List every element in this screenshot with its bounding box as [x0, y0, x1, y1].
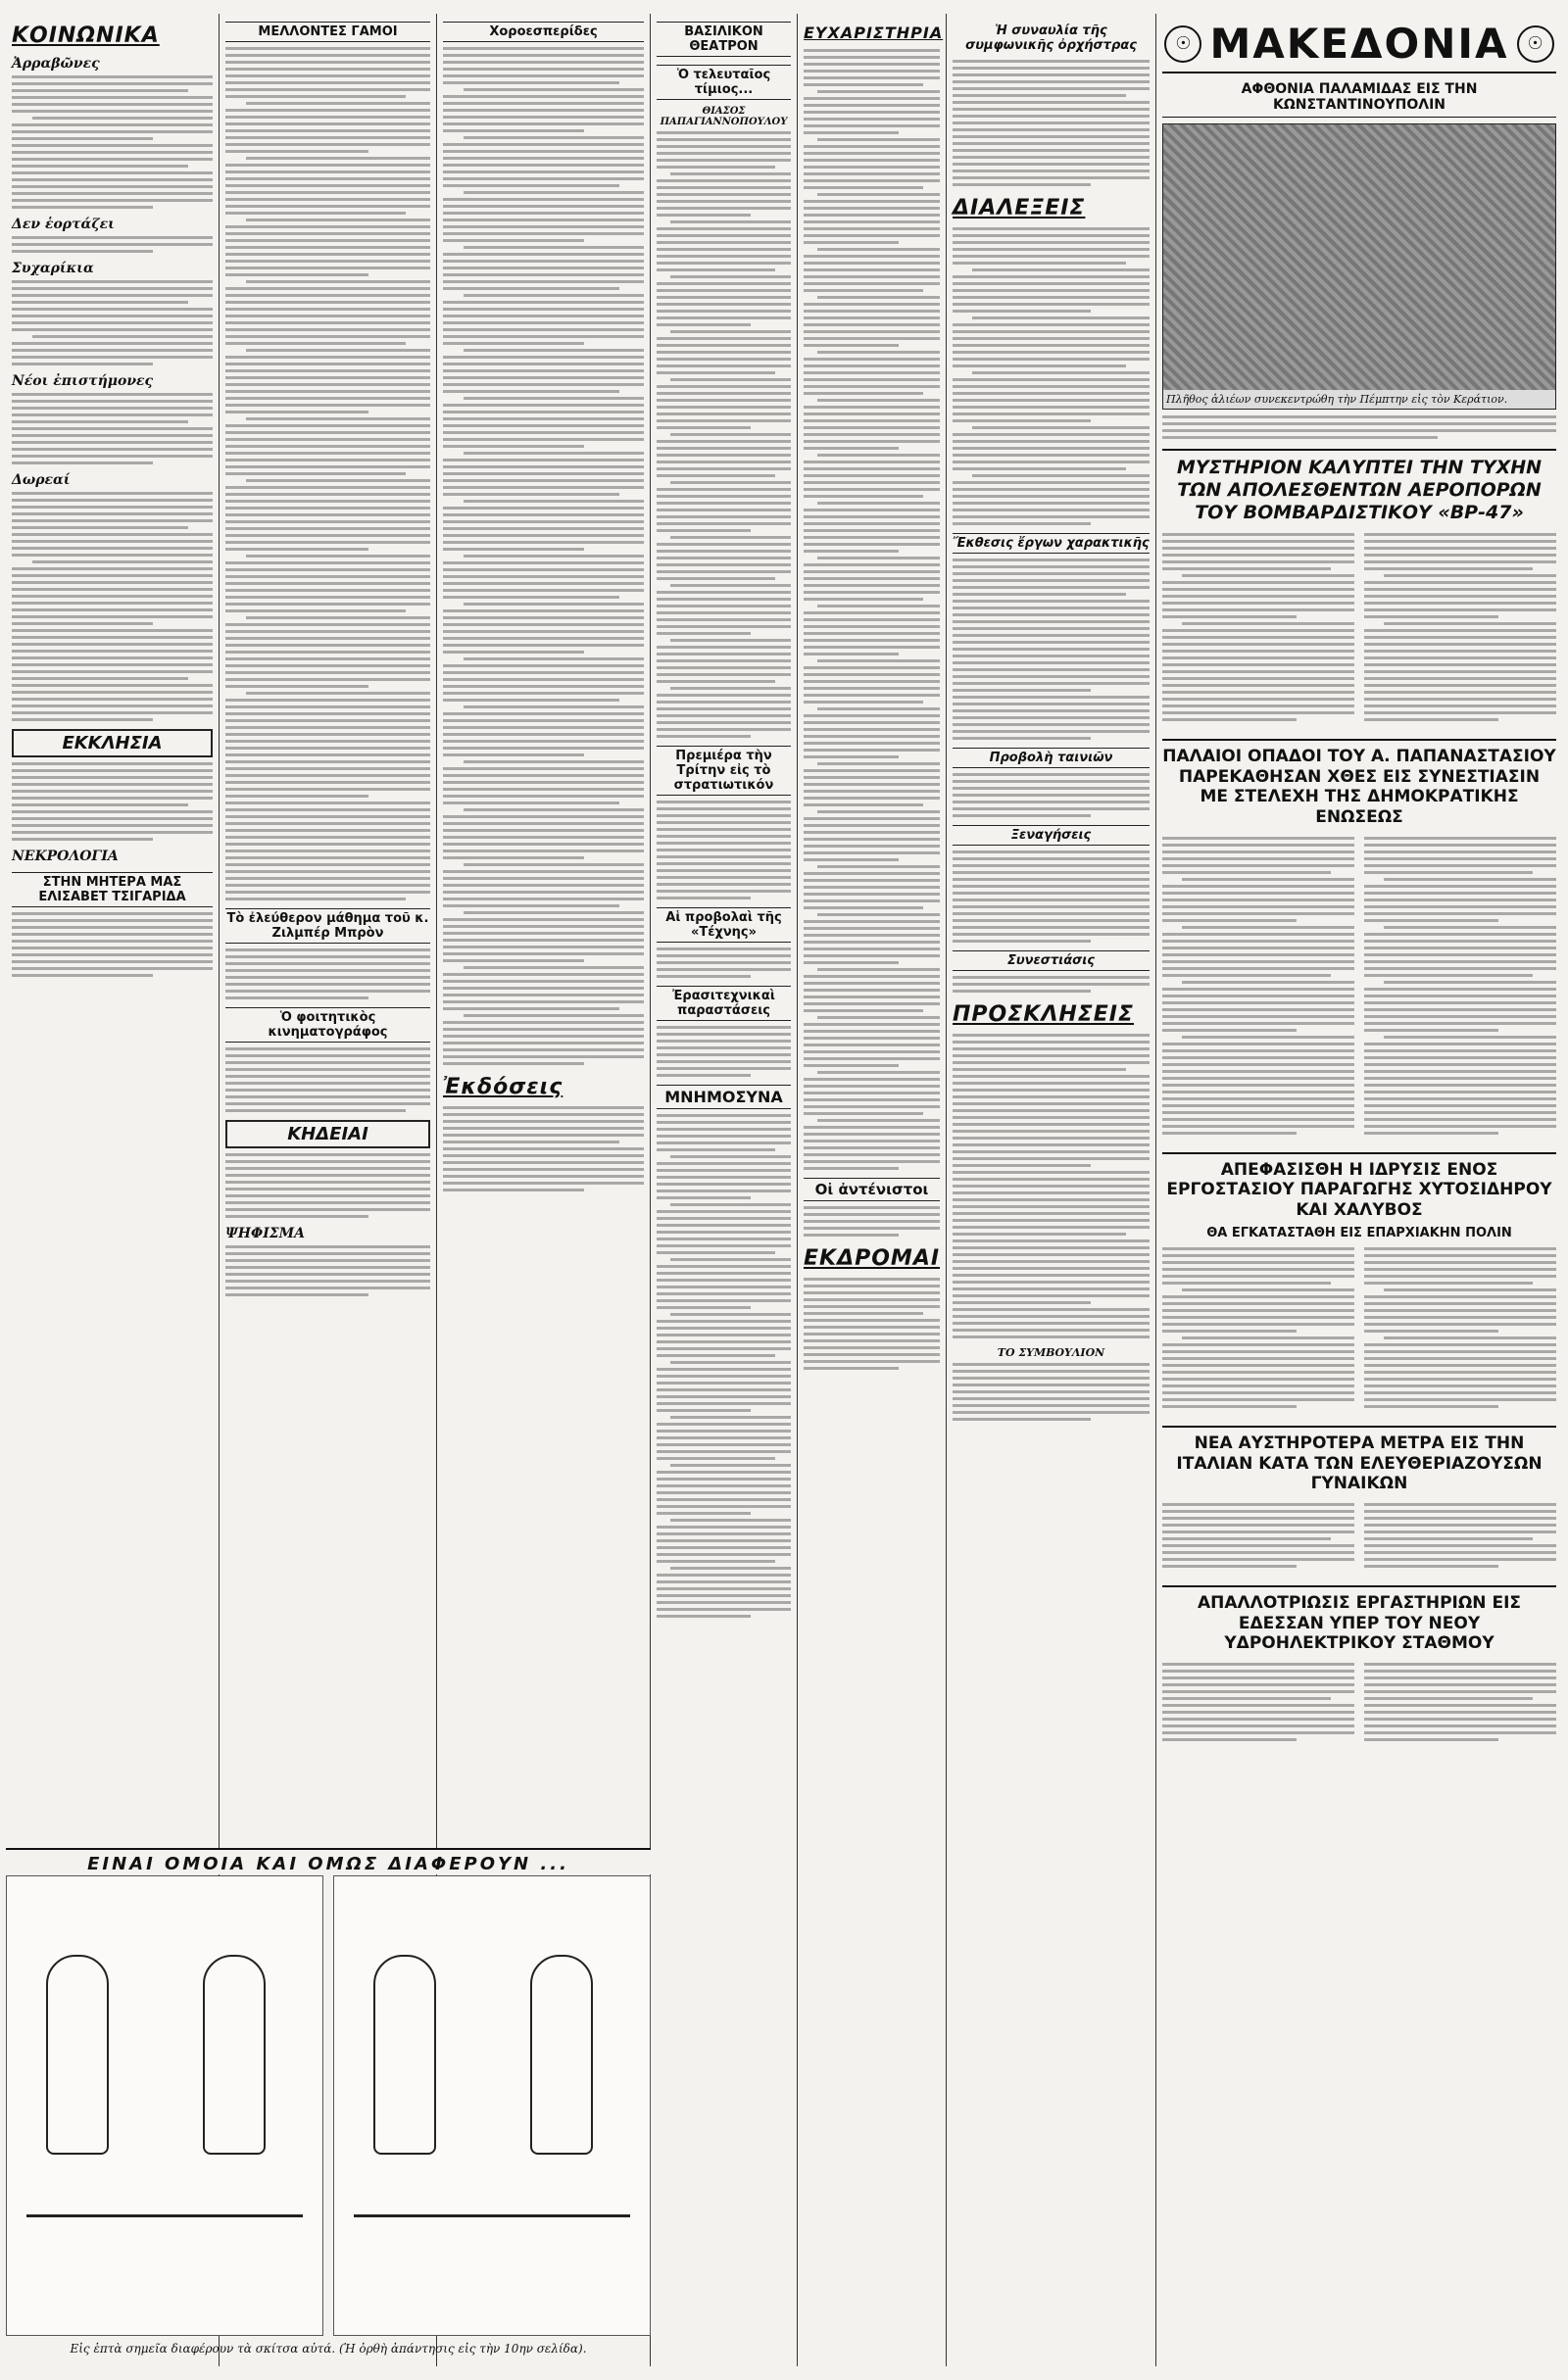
cartoon-panel-right	[333, 1875, 651, 2336]
article-title-lesson: Τὸ ἐλεύθερον μάθημα τοῦ κ. Ζιλμπέρ Μπρὸν	[225, 908, 430, 944]
text-block	[657, 801, 791, 899]
cartoon-table	[354, 2214, 630, 2276]
subheading-engagements: Ἀρραβῶνες	[12, 56, 100, 72]
text-block	[12, 492, 213, 721]
obituary-title: ΣΤΗΝ ΜΗΤΕΡΑ ΜΑΣ ΕΛΙΣΑΒΕΤ ΤΣΙΓΑΡΙΔΑ	[12, 872, 213, 907]
cartoon-figure	[373, 1955, 436, 2155]
cartoon-title: ΕΙΝΑΙ ΟΜΟΙΑ ΚΑΙ ΟΜΩΣ ΔΙΑΦΕΡΟΥΝ ...	[6, 1848, 651, 1874]
text-block	[12, 75, 213, 209]
text-block	[225, 1047, 430, 1112]
text-block	[657, 131, 791, 738]
emblem-icon: ☉	[1164, 25, 1201, 63]
section-heading-balls: Χοροεσπερίδες	[443, 22, 644, 42]
column-6	[947, 14, 1156, 2366]
text-block	[953, 773, 1150, 817]
article-title-film-screening: Προβολὴ ταινιῶν	[953, 748, 1150, 768]
cartoon-table	[26, 2214, 303, 2276]
masthead	[1162, 14, 1556, 73]
troupe-name: ΘΙΑΣΟΣ ΠΑΠΑΓΙΑΝΝΟΠΟΥΛΟΥ	[660, 106, 788, 127]
section-heading-invitations: ΠΡΟΣΚΛΗΣΕΙΣ	[953, 1002, 1135, 1027]
text-block	[225, 1245, 430, 1296]
article-columns	[1162, 833, 1556, 1142]
article-columns	[1162, 1499, 1556, 1576]
headline-italy-measures: ΝΕΑ ΑΥΣΤΗΡΟΤΕΡΑ ΜΕΤΡΑ ΕΙΣ ΤΗΝ ΙΤΑΛΙΑΝ ΚΑΤΑ ΤΩΝ ΕΛΕΥΘΕΡΙΑΖΟΥΣΩΝ ΓΥΝΑΙΚΩΝ	[1162, 1426, 1556, 1493]
cartoon-caption: Εἰς ἑπτὰ σημεῖα διαφέρουν τὰ σκίτσα αὐτά. (Ἡ ὀρθὴ ἀπάντησις εἰς τὴν 10ην σελίδα).	[70, 2342, 587, 2356]
emblem-icon: ☉	[1517, 25, 1554, 63]
subheading-resolution: ΨΗΦΙΣΜΑ	[225, 1226, 306, 1241]
text-block	[953, 60, 1150, 186]
section-heading-excursions: ΕΚΔΡΟΜΑΙ	[804, 1246, 941, 1271]
article-title-tours: Ξεναγήσεις	[953, 825, 1150, 846]
text-block	[12, 762, 213, 841]
headline-steel-factory: ΑΠΕΦΑΣΙΣΘΗ Η ΙΔΡΥΣΙΣ ΕΝΟΣ ΕΡΓΟΣΤΑΣΙΟΥ ΠΑΡΑΓΩΓΗΣ ΧΥΤΟΣΙΔΗΡΟΥ ΚΑΙ ΧΑΛΥΒΟΣ	[1162, 1152, 1556, 1220]
text-block	[657, 1026, 791, 1077]
section-heading-thanks: ΕΥΧΑΡΙΣΤΗΡΙΑ	[804, 24, 944, 42]
section-heading-weddings: ΜΕΛΛΟΝΤΕΣ ΓΑΜΟΙ	[225, 22, 430, 42]
article-title-last-honest: Ὁ τελευταῖος τίμιος...	[657, 65, 791, 100]
subheading-congratulations: Συχαρίκια	[12, 261, 94, 276]
article-title-exhibition: Ἔκθεσις ἔργων χαρακτικῆς	[953, 533, 1150, 554]
section-heading-publications: Ἐκδόσεις	[443, 1075, 564, 1099]
article-columns	[1162, 1659, 1556, 1749]
article-title-antenistoi: Οἱ ἀντένιστοι	[804, 1178, 940, 1201]
text-block	[657, 947, 791, 978]
text-block	[953, 850, 1150, 943]
section-heading-memorials: ΜΝΗΜΟΣΥΝΑ	[657, 1085, 791, 1109]
signature-council: ΤΟ ΣΥΜΒΟΥΛΙΟΝ	[997, 1346, 1105, 1359]
column-5	[798, 14, 947, 2366]
newspaper-title: ΜΑΚΕΔΟΝΙΑ	[1209, 20, 1509, 68]
text-block	[225, 948, 430, 999]
headline-papanastasiou: ΠΑΛΑΙΟΙ ΟΠΑΔΟΙ ΤΟΥ Α. ΠΑΠΑΝΑΣΤΑΣΙΟΥ ΠΑΡΕΚΑΘΗΣΑΝ ΧΘΕΣ ΕΙΣ ΣΥΝΕΣΤΙΑΣΙΝ ΜΕ ΣΤΕΛΕΧΗ ΤΗΣ ΔΗΜΟΚΡΑΤΙΚΗΣ ΕΝΩΣΕΩΣ	[1162, 739, 1556, 827]
subheading-donations: Δωρεαί	[12, 472, 71, 488]
text-block	[953, 1363, 1150, 1421]
article-columns	[1162, 529, 1556, 729]
headline-edessa: ΑΠΑΛΛΟΤΡΙΩΣΙΣ ΕΡΓΑΣΤΗΡΙΩΝ ΕΙΣ ΕΔΕΣΣΑΝ ΥΠΕΡ ΤΟΥ ΝΕΟΥ ΥΔΡΟΗΛΕΚΤΡΙΚΟΥ ΣΤΑΘΜΟΥ	[1162, 1585, 1556, 1653]
text-block	[443, 1106, 644, 1191]
text-block	[953, 559, 1150, 740]
subheading-new-scientists: Νέοι ἐπιστήμονες	[12, 373, 154, 389]
text-block	[12, 912, 213, 977]
article-title-dinner: Συνεστιάσις	[953, 950, 1150, 971]
text-block	[225, 1153, 430, 1218]
headline-bomber-mystery: ΜΥΣΤΗΡΙΟΝ ΚΑΛΥΠΤΕΙ ΤΗΝ ΤΥΧΗΝ ΤΩΝ ΑΠΟΛΕΣΘΕΝΤΩΝ ΑΕΡΟΠΟΡΩΝ ΤΟΥ ΒΟΜΒΑΡΔΙΣΤΙΚΟΥ «ΒΡ-47»	[1162, 449, 1556, 523]
text-block	[953, 976, 1150, 993]
top-banner-headline: ΑΦΘΟΝΙΑ ΠΑΛΑΜΙΔΑΣ ΕΙΣ ΤΗΝ ΚΩΝΣΤΑΝΤΙΝΟΥΠΟΛΙΝ	[1162, 79, 1556, 118]
text-block	[804, 49, 940, 1170]
text-block	[1162, 415, 1556, 439]
text-block	[443, 47, 644, 1065]
section-heading-church: ΕΚΚΛΗΣΙΑ	[12, 729, 213, 757]
photo-caption: Πλῆθος ἁλιέων συνεκεντρώθη τὴν Πέμπτην εἰς τὸν Κεράτιον.	[1163, 390, 1555, 409]
cartoon-panel-left	[6, 1875, 323, 2336]
subheading-obituary: ΝΕΚΡΟΛΟΓΙΑ	[12, 849, 119, 864]
spot-the-difference-cartoon	[6, 1875, 651, 2336]
cartoon-figure	[203, 1955, 266, 2155]
text-block	[225, 47, 430, 900]
cartoon-figure	[46, 1955, 109, 2155]
text-block	[12, 393, 213, 464]
article-title-amateur: Ἐρασιτεχνικαὶ παραστάσεις	[657, 986, 791, 1021]
text-block	[804, 1278, 940, 1370]
article-columns	[1162, 1243, 1556, 1416]
text-block	[12, 280, 213, 365]
subheading-no-celebration: Δεν ἑορτάζει	[12, 217, 115, 232]
column-4	[651, 14, 798, 2366]
article-title-student-cinema: Ὁ φοιτητικὸς κινηματογράφος	[225, 1007, 430, 1043]
column-7	[1156, 14, 1562, 2366]
article-title-premiere: Πρεμιέρα τὴν Τρίτην εἰς τὸ στρατιωτικόν	[657, 746, 791, 796]
text-block	[953, 227, 1150, 525]
section-heading-funerals: ΚΗΔΕΙΑΙ	[225, 1120, 430, 1148]
text-block	[953, 1034, 1150, 1338]
section-heading-social: ΚΟΙΝΩΝΙΚΑ	[12, 24, 160, 48]
section-heading-royal-theatre: ΒΑΣΙΛΙΚΟΝ ΘΕΑΤΡΟΝ	[657, 22, 791, 57]
cartoon-figure	[530, 1955, 593, 2155]
text-block	[657, 1114, 791, 1618]
news-photo	[1162, 123, 1556, 410]
article-title-concert: Ἡ συναυλία τῆς συμφωνικῆς ὀρχήστρας	[965, 24, 1137, 53]
text-block	[12, 236, 213, 253]
section-heading-lectures: ΔΙΑΛΕΞΕΙΣ	[953, 196, 1086, 220]
article-title-projections: Αἱ προβολαὶ τῆς «Τέχνης»	[657, 907, 791, 943]
subheadline-steel-factory: ΘΑ ΕΓΚΑΤΑΣΤΑΘΗ ΕΙΣ ΕΠΑΡΧΙΑΚΗΝ ΠΟΛΙΝ	[1206, 1226, 1512, 1241]
text-block	[804, 1206, 940, 1237]
